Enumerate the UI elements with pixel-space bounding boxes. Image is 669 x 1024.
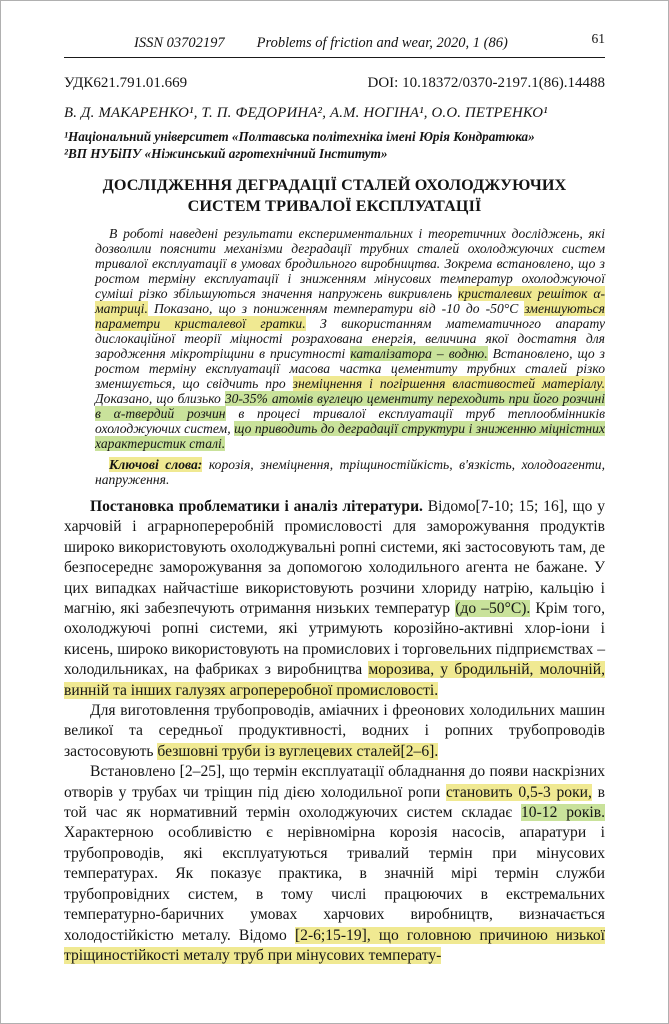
header-rule xyxy=(64,57,605,58)
article-title: ДОСЛІДЖЕННЯ ДЕГРАДАЦІЇ СТАЛЕЙ ОХОЛОДЖУЮЧИХ СИСТЕМ ТРИВАЛОЇ ЕКСПЛУАТАЦІЇ xyxy=(102,175,567,215)
page-number: 61 xyxy=(591,31,605,46)
text-segment: 10-12 років. xyxy=(520,804,606,822)
keywords xyxy=(95,457,605,487)
meta-row xyxy=(64,75,605,92)
text-segment: що приводить до деградації структури і зниженню міцністних характеристик сталі. xyxy=(95,420,605,451)
udc-label: УДК621.791.01.669 xyxy=(64,75,188,91)
text-segment: В роботі наведені результати експериментальних і теоретичних досліджень, які дозволили пояснити механізми деградації трубних сталей охолоджуючих систем тривалої експлуатації в умовах бродильного виробництва. Зокрема встановлено, що з ростом терміну експлуатації і зниженням мінусових температур охолоджуючої суміші різко збільшуються значення напружень викривлень xyxy=(95,225,605,301)
text-segment: безшовні труби із вуглецевих сталей[2–6]. xyxy=(157,742,439,760)
text-segment: [2-6;15-19], що головною причиною низької тріщиностійкості металу труб при мінусових температу- xyxy=(64,926,606,964)
paragraph-pipe-manufacturing xyxy=(64,701,605,762)
text-segment: Крім того, охолоджуючі ропні системи, які утримують корозійно-активні хлор-іони і кисень, широко використовують на промислових і торговельних підприємствах – холодильниках, на фабриках з виробництва xyxy=(64,600,605,679)
paragraph-problem-statement xyxy=(64,497,605,701)
text-segment: Постановка проблематики і аналіз літератури. xyxy=(90,497,423,515)
affiliation-1: ¹Національний університет «Полтавська політехніка імені Юрія Кондратюка» xyxy=(64,129,535,144)
text-segment: Показано, що з пониженням температури від -10 до -50°С xyxy=(147,300,525,316)
text-segment: (до –50°С). xyxy=(455,600,531,617)
text-segment: в процесі тривалої експлуатації труб теплообмінників охолоджуючих систем, xyxy=(95,405,605,436)
text-segment: морозива, у бродильній, молочній, винній та інших галузях агропереробної промисловості. xyxy=(64,661,606,699)
journal-title: Problems of friction and wear, 2020, 1 (86) xyxy=(256,35,508,51)
text-segment: Відомо[7-10; 15; 16], що у харчовій і аграрнопереробній промисловості для заморожування продуктів широко використовують охолоджувальні ропні системи, які застосовують там, де безпосереднє заморожування за допомогою холодильного агента не бажане. У цих випадках найчастіше використовують розчини хлориду натрію, кальцію і магнію, які забезпечують отримання низьких температур xyxy=(64,497,605,617)
affiliations xyxy=(64,128,605,163)
text-segment: Характерною особливістю є нерівномірна корозія насосів, апаратури і трубопроводів, які експлуатуються тривалий термін при мінусових температурах. Як показує практика, в значній мірі термін служби трубопровідних систем, в тому числі працюючих в екстремальних температурно-баричних умовах харчових виробництв, визначається холодостійкістю металу. Відомо xyxy=(64,824,605,944)
paragraph-service-life xyxy=(64,762,605,966)
issn-label: ISSN 03702197 xyxy=(134,35,225,51)
text-segment: кристалевих решіток α-матриці. xyxy=(95,285,605,316)
text-segment: 30-35% атомів вуглецю цементиту переходить при його розчині в α-твердий розчин xyxy=(95,390,605,421)
text-segment: знеміцнення і погіршення властивостей матеріалу. xyxy=(292,375,605,391)
abstract xyxy=(95,226,605,451)
text-segment: в той час як нормативний термін охолоджуючих систем складає xyxy=(64,783,605,822)
authors-line: В. Д. МАКАРЕНКО¹, Т. П. ФЕДОРИНА², А.М. НОГІНА¹, О.О. ПЕТРЕНКО¹ xyxy=(64,105,548,121)
text-segment: корозія, знеміцнення, тріщиностійкість, в'язкість, холодоагенти, напруження. xyxy=(95,456,605,487)
text-segment: каталізатора – водню. xyxy=(350,345,488,361)
text-segment: Встановлено, що з ростом терміну експлуатації масова частка цементиту трубних сталей різко зменшується, що свідчить про xyxy=(95,345,605,391)
affiliation-2: ²ВП НУБіПУ «Ніжинський агротехнічний Інститут» xyxy=(64,146,388,162)
text-segment: Для виготовлення трубопроводів, аміачних і фреонових холодильних машин великої та середньої продуктивності, водних і ропних трубопроводів застосовують xyxy=(64,702,605,760)
text-segment: становить 0,5-3 роки, xyxy=(446,783,592,801)
text-segment: З використанням математичного апарату дислокаційної теорії міцності розрахована енергія, величина якої достатня для зародження мікротріщини в присутності xyxy=(95,315,605,361)
text-segment: Ключові слова: xyxy=(109,456,203,472)
page-header xyxy=(64,31,605,52)
page-content xyxy=(1,1,668,966)
article-body xyxy=(64,497,605,966)
text-segment: Встановлено [2–25], що термін експлуатації обладнання до появи наскрізних отворів у трубах чи тріщин під дією холодильної ропи xyxy=(64,763,605,801)
text-segment: зменшуються параметри кристалевої гратки. xyxy=(95,300,605,331)
text-segment: Доказано, що близько xyxy=(95,390,225,406)
doi-label: DOI: 10.18372/0370-2197.1(86).14488 xyxy=(367,75,605,91)
